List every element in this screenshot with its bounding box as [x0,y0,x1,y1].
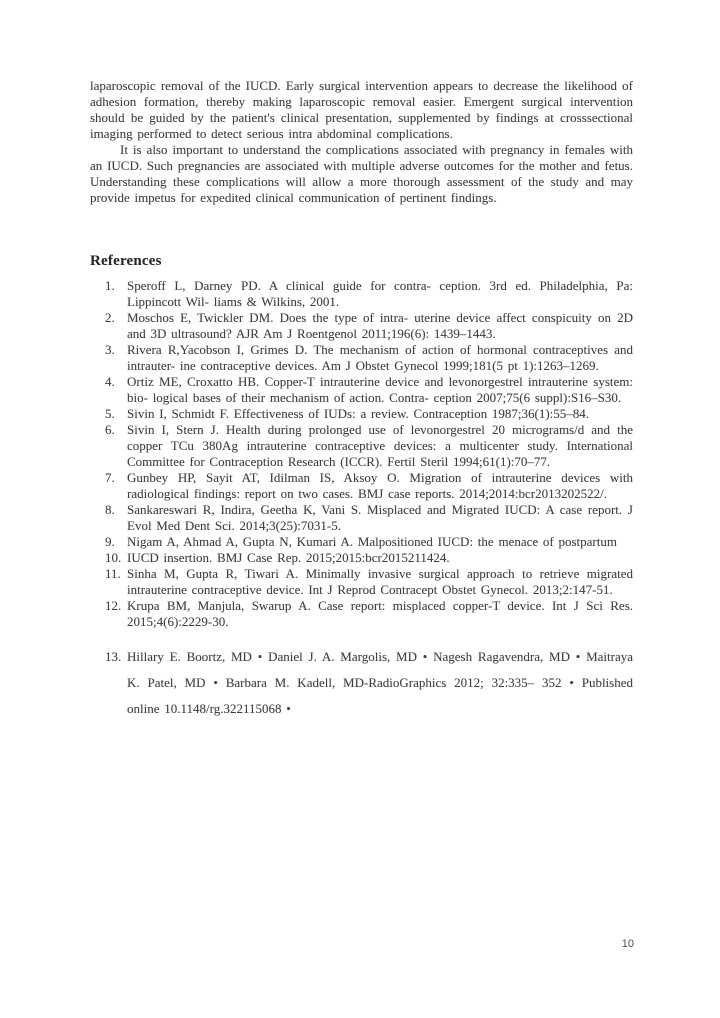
references-list [90,278,633,722]
reference-item [105,598,633,630]
reference-number: 11. [105,566,121,581]
reference-text: Hillary E. Boortz, MD • Daniel J. A. Margolis, MD • Nagesh Ragavendra, MD • Maitraya K. Patel, MD • Barbara M. Kadell, MD-RadioGraphics 2012; 32:335– 352 • Published online 10.1148/rg.322115068 • [127,649,633,716]
reference-number: 5. [105,406,115,421]
reference-item [105,374,633,406]
reference-item [105,502,633,534]
reference-number: 3. [105,342,115,357]
page-number: 10 [621,938,634,950]
reference-item [105,470,633,502]
reference-item [105,342,633,374]
page-content [90,78,633,722]
reference-text: Sivin I, Schmidt F. Effectiveness of IUDs: a review. Contraception 1987;36(1):55–84. [127,406,590,421]
reference-item [105,310,633,342]
references-heading: References [90,253,162,269]
reference-item [105,278,633,310]
reference-number: 9. [105,534,115,549]
reference-text: Krupa BM, Manjula, Swarup A. Case report: misplaced copper-T device. Int J Sci Res. 2015;4(6):2229-30. [127,598,633,629]
reference-item [105,550,633,566]
reference-item [105,534,633,550]
reference-text: Sivin I, Stern J. Health during prolonged use of levonorgestrel 20 micrograms/d and the copper TCu 380Ag intrauterine contraceptive devices: a multicenter study. International Committee for Contraception Research (ICCR). Fertil Steril 1994;61(1):70–77. [127,422,633,469]
reference-number: 2. [105,310,115,325]
reference-number: 1. [105,278,115,293]
reference-text: IUCD insertion. BMJ Case Rep. 2015;2015:bcr2015211424. [127,550,450,565]
reference-text: Ortiz ME, Croxatto HB. Copper-T intrauterine device and levonorgestrel intrauterine system: bio- logical bases of their mechanism of action. Contra- ception 2007;75(6 suppl):S16–S30. [127,374,633,405]
reference-text: Speroff L, Darney PD. A clinical guide for contra- ception. 3rd ed. Philadelphia, Pa: Lippincott Wil- liams & Wilkins, 2001. [127,278,633,309]
reference-text: Nigam A, Ahmad A, Gupta N, Kumari A. Malpositioned IUCD: the menace of postpartum [127,534,617,549]
reference-number: 6. [105,422,115,437]
reference-number: 10. [105,550,122,565]
reference-item [105,422,633,470]
reference-item [105,406,633,422]
reference-item [105,644,633,722]
reference-item [105,566,633,598]
body-paragraph-1: laparoscopic removal of the IUCD. Early surgical intervention appears to decrease the likelihood of adhesion formation, thereby making laparoscopic removal easier. Emergent surgical intervention should be guided by the patient's clinical presentation, supplemented by findings at crosssectional imaging performed to detect serious intra abdominal complications. [90,78,633,141]
reference-text: Gunbey HP, Sayit AT, Idilman IS, Aksoy O. Migration of intrauterine devices with radiological findings: report on two cases. BMJ case reports. 2014;2014:bcr2013202522/. [127,470,633,501]
reference-number: 8. [105,502,115,517]
reference-number: 13. [105,649,122,664]
reference-number: 4. [105,374,115,389]
reference-text: Sankareswari R, Indira, Geetha K, Vani S. Misplaced and Migrated IUCD: A case report. J Evol Med Dent Sci. 2014;3(25):7031-5. [127,502,633,533]
body-paragraph-2: It is also important to understand the complications associated with pregnancy in females with an IUCD. Such pregnancies are associated with multiple adverse outcomes for the mother and fetus. Understanding these complications will allow a more thorough assessment of the study and may provide impetus for expedited clinical communication of pertinent findings. [90,142,633,205]
reference-text: Rivera R,Yacobson I, Grimes D. The mechanism of action of hormonal contraceptives and intrauter- ine contraceptive devices. Am J Obstet Gynecol 1999;181(5 pt 1):1263–1269. [127,342,633,373]
reference-number: 7. [105,470,115,485]
reference-number: 12. [105,598,122,613]
reference-text: Moschos E, Twickler DM. Does the type of intra- uterine device affect conspicuity on 2D and 3D ultrasound? AJR Am J Roentgenol 2011;196(6): 1439–1443. [127,310,633,341]
reference-text: Sinha M, Gupta R, Tiwari A. Minimally invasive surgical approach to retrieve migrated intrauterine contraceptive device. Int J Reprod Contracept Obstet Gynecol. 2013;2:147-51. [127,566,633,597]
